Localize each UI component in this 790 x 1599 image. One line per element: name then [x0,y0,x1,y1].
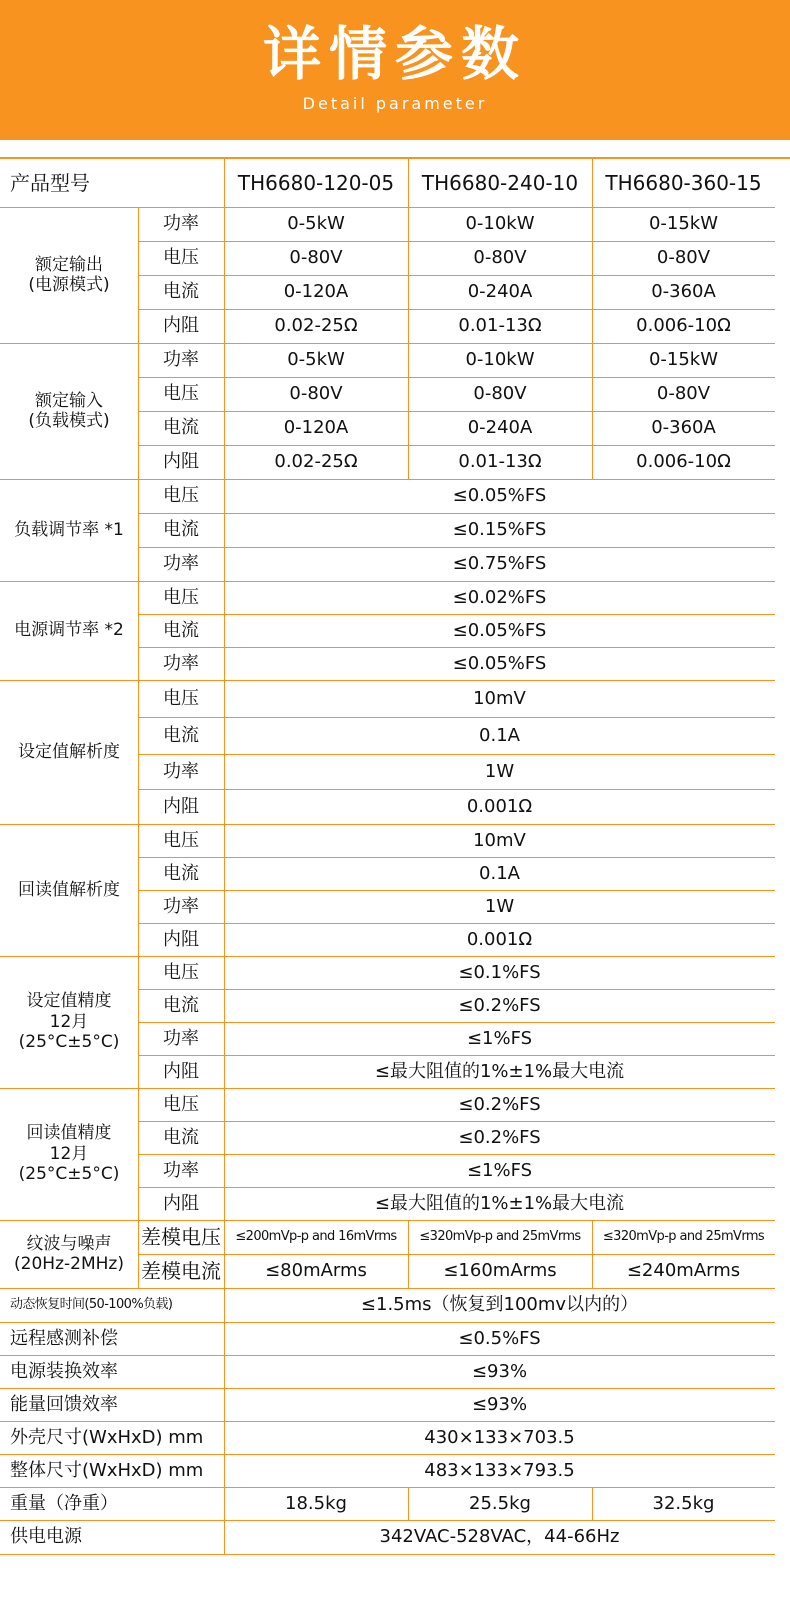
spec-value: ≤0.05%FS [452,485,547,507]
column-divider [224,1454,225,1487]
spec-value: ≤80mArms [265,1260,367,1282]
spec-value: 0.006-10Ω [636,451,731,473]
param-label: 功率 [163,895,199,917]
set-resolution-label: 设定值解析度 [18,741,120,762]
spec-value: 0-240A [467,417,533,439]
param-label: 功率 [163,652,199,674]
param-label: 电压 [163,485,199,507]
param-label: 电压 [163,687,199,709]
column-divider [592,207,593,241]
column-divider [224,1288,225,1322]
spec-value: ≤0.2%FS [458,1126,541,1148]
power-supply-label: 供电电源 [10,1526,82,1548]
param-label: 差模电压 [141,1225,221,1249]
column-divider [408,1220,409,1254]
spec-value: 0-5kW [287,213,345,235]
spec-value: 430×133×703.5 [424,1426,575,1448]
spec-value: ≤0.02%FS [452,586,547,608]
source-regulation-label: 电源调节率 *2 [14,620,124,641]
spec-value: 0-80V [473,247,527,269]
column-divider [408,445,409,479]
spec-value: 0-80V [289,383,343,405]
spec-value: 10mV [473,687,526,709]
column-divider [408,159,409,207]
column-divider [408,411,409,445]
spec-value: 0.02-25Ω [274,315,358,337]
param-label: 内阻 [163,928,199,950]
param-label: 电流 [163,1126,199,1148]
spec-value: ≤最大阻值的1%±1%最大电流 [374,1060,625,1082]
spec-label: 能量回馈效率 [10,1393,118,1415]
spec-value: 0-10kW [465,349,535,371]
column-divider [592,241,593,275]
param-label: 内阻 [163,1192,199,1214]
weight-label: 重量（净重） [10,1492,118,1514]
spec-value: 0-120A [283,417,349,439]
spec-value: 0-10kW [465,213,535,235]
param-label: 差模电流 [141,1259,221,1283]
spec-value: 1W [484,895,515,917]
spec-value: 483×133×793.5 [424,1459,575,1481]
spec-value: ≤1%FS [466,1027,533,1049]
column-divider [592,343,593,377]
spec-value: 10mV [473,829,526,851]
spec-value: 0-5kW [287,349,345,371]
column-divider [224,159,225,207]
page-subtitle: Detail parameter [302,94,488,113]
spec-value: 0-360A [651,281,716,303]
set-accuracy-label: 设定值精度 12月 (25°C±5°C) [18,991,120,1053]
spec-value: 0.006-10Ω [636,315,731,337]
column-divider [592,411,593,445]
spec-value: 0-15kW [648,213,719,235]
param-label: 功率 [163,1027,199,1049]
spec-value: ≤0.1%FS [458,961,541,983]
param-label: 电流 [163,417,199,439]
spec-value: 0-80V [656,247,711,269]
column-divider [592,1220,593,1254]
rated-input-label: 额定输入 (负载模式) [28,390,110,431]
column-divider [224,1355,225,1388]
spec-value: ≤0.2%FS [458,994,541,1016]
column-divider [592,159,593,207]
ripple-label: 纹波与噪声 (20Hz-2MHz) [14,1233,124,1274]
column-divider [408,1487,409,1520]
column-divider [224,1487,225,1520]
spec-value: 0-15kW [648,349,719,371]
column-divider [408,343,409,377]
spec-value: 1W [484,760,515,782]
column-divider [408,309,409,343]
param-label: 电流 [163,281,199,303]
spec-label: 动态恢复时间(50-100%负载) [10,1297,173,1313]
spec-value: ≤0.2%FS [458,1093,541,1115]
model-name: TH6680-360-15 [605,171,762,195]
param-label: 电流 [163,519,199,541]
spec-value: ≤200mVp-p and 16mVrms [235,1229,397,1245]
spec-value: 0.02-25Ω [274,451,358,473]
model-name: TH6680-240-10 [421,171,579,195]
spec-value: ≤93% [471,1360,528,1382]
spec-value: 0-80V [656,383,711,405]
spec-value: 0-120A [283,281,349,303]
weight-value: 32.5kg [652,1492,715,1514]
spec-value: ≤320mVp-p and 25mVrms [602,1229,765,1245]
column-divider [592,1254,593,1288]
param-label: 电流 [163,862,199,884]
column-divider [224,1421,225,1454]
spec-value: ≤1.5ms（恢复到100mv以内的） [360,1294,639,1316]
column-divider [224,1322,225,1355]
param-label: 功率 [163,1159,199,1181]
spec-value: ≤320mVp-p and 25mVrms [419,1229,581,1245]
param-label: 电压 [163,829,199,851]
param-label: 内阻 [163,795,199,817]
param-label: 电压 [163,586,199,608]
spec-value: ≤0.05%FS [452,619,547,641]
rated-output-label: 额定输出 (电源模式) [28,254,110,295]
spec-value: 0.001Ω [466,928,533,950]
model-name: TH6680-120-05 [237,171,395,195]
column-divider [224,1520,225,1554]
spec-value: ≤240mArms [626,1260,741,1282]
param-label: 电压 [163,961,199,983]
spec-value: 0-80V [473,383,527,405]
column-divider [408,377,409,411]
spec-value: 0.01-13Ω [458,451,542,473]
param-label: 功率 [163,349,199,371]
column-divider [408,1254,409,1288]
spec-value: 0-240A [467,281,533,303]
param-label: 功率 [163,760,199,782]
column-divider [408,241,409,275]
readback-accuracy-label: 回读值精度 12月 (25°C±5°C) [18,1123,120,1185]
page-title: 详情参数 [262,20,527,88]
weight-value: 18.5kg [285,1492,347,1514]
param-label: 电压 [163,247,199,269]
spec-value: ≤0.75%FS [452,553,547,575]
spec-value: ≤1%FS [466,1159,533,1181]
spec-label: 整体尺寸(WxHxD) mm [10,1459,204,1481]
spec-value: ≤最大阻值的1%±1%最大电流 [374,1192,625,1214]
column-divider [224,1388,225,1421]
param-label: 电流 [163,619,199,641]
param-label: 电压 [163,1093,199,1115]
readback-resolution-label: 回读值解析度 [18,879,120,900]
column-divider [592,445,593,479]
spec-value: ≤93% [471,1393,528,1415]
param-label: 内阻 [163,451,199,473]
param-label: 电流 [163,724,199,746]
param-label: 电压 [163,383,199,405]
spec-value: 0-360A [651,417,716,439]
column-divider [592,1487,593,1520]
param-label: 功率 [163,553,199,575]
column-divider [592,377,593,411]
spec-value: ≤0.5%FS [458,1327,541,1349]
spec-value: 0.001Ω [466,795,533,817]
spec-value: 0-80V [289,247,343,269]
load-regulation-label: 负载调节率 *1 [14,519,124,540]
param-label: 电流 [163,994,199,1016]
row-divider [0,1554,775,1555]
column-divider [408,275,409,309]
column-divider [592,275,593,309]
weight-value: 25.5kg [469,1492,531,1514]
param-label: 内阻 [163,315,199,337]
spec-value: ≤0.05%FS [452,652,547,674]
param-label: 内阻 [163,1060,199,1082]
spec-value: ≤0.15%FS [452,519,547,541]
param-label: 功率 [163,213,199,235]
spec-label: 外壳尺寸(WxHxD) mm [10,1426,204,1448]
power-supply-value: 342VAC-528VAC，44-66Hz [379,1526,620,1548]
spec-value: ≤160mArms [443,1260,557,1282]
column-divider [408,207,409,241]
spec-label: 远程感测补偿 [10,1327,118,1349]
header-model-label: 产品型号 [10,171,90,195]
spec-value: 0.01-13Ω [458,315,542,337]
spec-value: 0.1A [479,862,520,884]
spec-label: 电源装换效率 [10,1360,118,1382]
spec-value: 0.1A [479,724,520,746]
column-divider [592,309,593,343]
